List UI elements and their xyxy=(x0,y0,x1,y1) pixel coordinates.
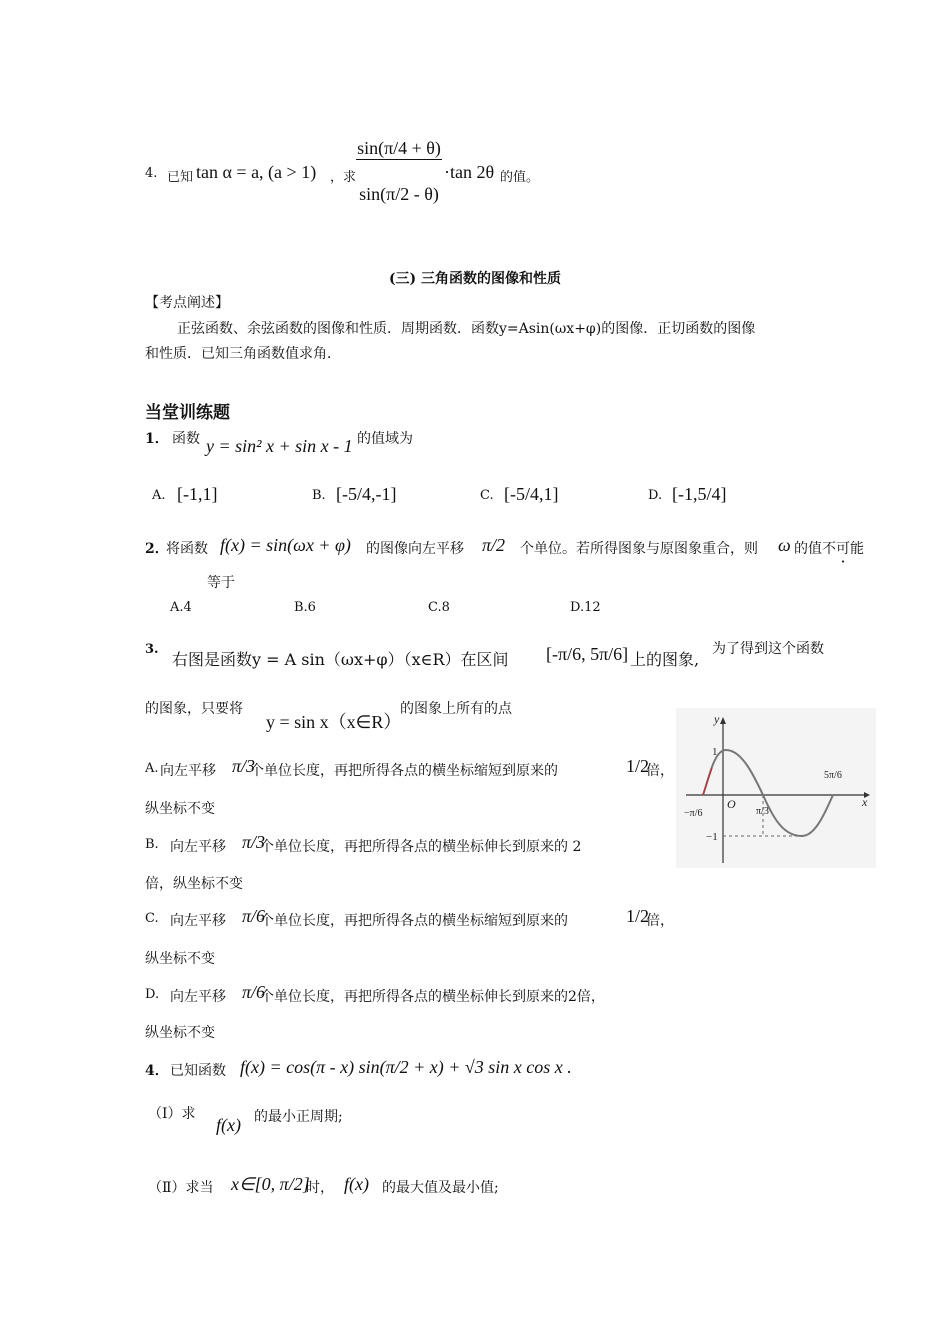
kaodian-text: 和性质．已知三角函数值求角． xyxy=(145,346,341,362)
section-title: (三) 三角函数的图像和性质 xyxy=(388,271,562,287)
question-number: 4． xyxy=(145,1063,169,1079)
x-label: x xyxy=(862,795,868,809)
formula: f(x) = cos(π - x) sin(π/2 + x) + √3 sin x cos x . xyxy=(240,1057,572,1077)
tick-minus1: −1 xyxy=(706,831,718,843)
tick-pi3: π/3 xyxy=(756,806,769,817)
option-text: C.8 xyxy=(428,600,450,615)
formula: π/6 xyxy=(242,906,266,926)
question-text: 的值。 xyxy=(500,170,540,185)
formula: [-π/6, 5π/6] xyxy=(546,644,629,664)
formula: ·tan 2θ xyxy=(444,162,495,182)
option-text: 个单位长度，再把所得各点的横坐标缩短到原来的 xyxy=(260,913,568,929)
formula: y = sin² x + sin x - 1 xyxy=(206,436,353,456)
formula: f(x) xyxy=(216,1115,241,1135)
formula: ω xyxy=(778,535,791,555)
option-label: D. xyxy=(145,987,160,1002)
question-number: 2． xyxy=(145,541,169,557)
option-text: D.12 xyxy=(570,600,601,615)
tick-minus-pi6: −π/6 xyxy=(684,808,703,819)
kaodian-heading: 【考点阐述】 xyxy=(145,295,229,311)
formula: y = sin x（x∈R） xyxy=(266,712,402,732)
option-text: 个单位长度，再把所得各点的横坐标伸长到原来的2倍， xyxy=(260,989,605,1005)
question-text: ，求 xyxy=(330,170,357,185)
option-text: [-1,1] xyxy=(177,484,218,504)
option-text: 向左平移 xyxy=(160,763,216,779)
question-text: 时， xyxy=(306,1180,334,1196)
tick-1: 1 xyxy=(712,746,718,758)
option-text: 个单位长度，再把所得各点的横坐标缩短到原来的 xyxy=(250,763,558,779)
question-text: 的值 xyxy=(794,541,822,557)
kaodian-text: 正弦函数、余弦函数的图像和性质．周期函数．函数y=Asin(ωx+φ)的图像．正切函数的图像 xyxy=(177,321,756,337)
y-label: y xyxy=(714,712,720,726)
question-text: （Ⅱ）求当 xyxy=(148,1180,214,1196)
option-text: A.4 xyxy=(170,600,192,615)
option-text: 纵坐标不变 xyxy=(145,1025,215,1041)
option-label: D. xyxy=(648,488,663,503)
question-text: 已知 xyxy=(167,170,194,185)
formula: tan α = a, (a > 1) xyxy=(196,162,317,182)
fraction-denominator: sin(π/2 - θ) xyxy=(359,184,439,204)
tick-5pi6: 5π/6 xyxy=(824,770,842,781)
formula: π/3 xyxy=(242,832,266,852)
option-text: 向左平移 xyxy=(170,913,226,929)
question-text: 将函数 xyxy=(166,541,208,557)
question-text: 的最大值及最小值; xyxy=(382,1180,499,1196)
option-label: A. xyxy=(145,761,159,776)
fraction-numerator: sin(π/4 + θ) xyxy=(357,138,441,158)
option-text: B.6 xyxy=(294,600,316,615)
sine-graph xyxy=(676,708,876,868)
formula: 1/2 xyxy=(626,756,650,776)
question-text: 函数 xyxy=(172,431,200,447)
option-text: 倍，纵坐标不变 xyxy=(145,876,243,892)
question-number: 3. xyxy=(145,642,159,657)
question-text: 的值域为 xyxy=(357,431,413,447)
option-text: 倍， xyxy=(646,763,674,779)
option-text: [-5/4,-1] xyxy=(336,484,397,504)
option-text: [-5/4,1] xyxy=(504,484,559,504)
question-text: （Ⅰ）求 xyxy=(148,1106,196,1122)
fraction xyxy=(356,138,442,204)
option-text: 纵坐标不变 xyxy=(145,951,215,967)
question-text: 为了得到这个函数 xyxy=(712,641,824,657)
question-text: 的图象，只要将 xyxy=(145,701,243,717)
question-text: 的最小正周期; xyxy=(254,1109,343,1125)
formula: π/2 xyxy=(482,535,506,555)
option-label: B. xyxy=(145,837,159,852)
question-text: 的图象上所有的点 xyxy=(400,701,512,717)
option-label: C. xyxy=(480,488,494,503)
option-label: B. xyxy=(312,488,326,503)
origin-label: O xyxy=(727,797,736,811)
option-text: 向左平移 xyxy=(170,839,226,855)
question-number: 1． xyxy=(145,431,169,447)
question-text: 个单位。若所得图象与原图象重合，则 xyxy=(520,541,758,557)
question-number: 4. xyxy=(145,166,158,181)
question-text: 等于 xyxy=(207,575,235,591)
formula: 1/2 xyxy=(626,906,650,926)
practice-heading: 当堂训练题 xyxy=(145,403,230,423)
option-text: 个单位长度，再把所得各点的横坐标伸长到原来的 2 xyxy=(260,839,582,855)
option-label: A. xyxy=(152,488,166,503)
option-text: 纵坐标不变 xyxy=(145,801,215,817)
formula: π/3 xyxy=(232,756,256,776)
emphasis-text: 不可能 xyxy=(822,541,864,557)
formula: f(x) = sin(ωx + φ) xyxy=(220,535,351,555)
option-text: 倍， xyxy=(646,913,674,929)
question-text: 上的图象, xyxy=(630,650,700,669)
formula: f(x) xyxy=(344,1174,369,1194)
question-text: 已知函数 xyxy=(170,1063,226,1079)
question-text: 右图是函数y = A sin（ωx+φ）（x∈R）在区间 xyxy=(172,650,509,669)
option-text: 向左平移 xyxy=(170,989,226,1005)
option-text: [-1,5/4] xyxy=(672,484,727,504)
formula: x∈[0, π/2] xyxy=(231,1174,310,1194)
question-text: 的图像向左平移 xyxy=(366,541,464,557)
formula: π/6 xyxy=(242,982,266,1002)
option-label: C. xyxy=(145,911,159,926)
